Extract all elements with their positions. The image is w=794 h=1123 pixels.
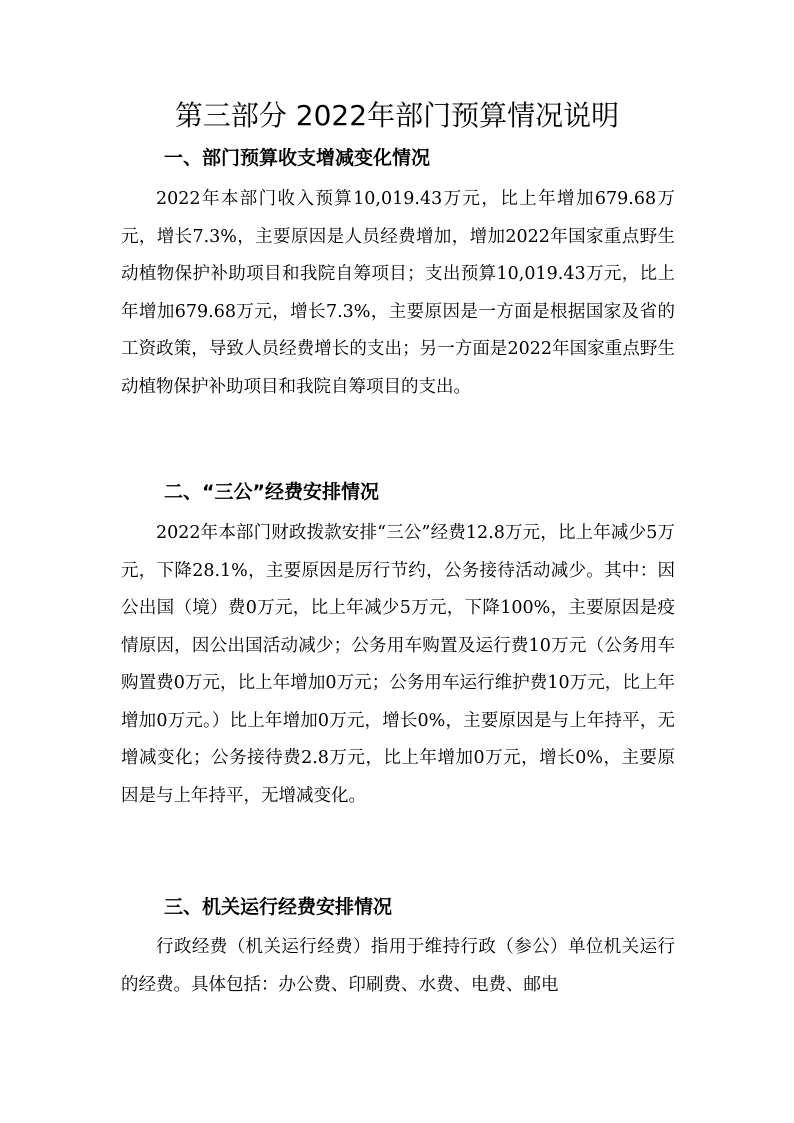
section-paragraph-budget-changes: 2022年本部门收入预算10,019.43万元，比上年增加679.68万元，增长7.3%，主要原因是人员经费增加，增加2022年国家重点野生动植物保护补助项目和我院自筹项目；支出预算10,019.43万元，比上年增加679.68万元，增长7.3%，主要原因是一方面是根据国家及省的工资政策，导致人员经费增长的支出；另一方面是2022年国家重点野生动植物保护补助项目和我院自筹项目的支出。: [121, 189, 675, 397]
section-paragraph-operating-expenses: 行政经费（机关运行经费）指用于维持行政（参公）单位机关运行的经费。具体包括：办公费、印刷费、水费、电费、邮电: [121, 937, 675, 995]
section-heading-budget-changes: 一、部门预算收支增减变化情况: [164, 147, 431, 169]
section-paragraph-three-public-expenses: 2022年本部门财政拨款安排“三公”经费12.8万元，比上年减少5万元，下降28.1%，主要原因是厉行节约，公务接待活动减少。其中：因公出国（境）费0万元，比上年减少5万元，下降100%，主要原因是疫情原因，因公出国活动减少；公务用车购置及运行费10万元（公务用车购置费0万元，比上年增加0万元；公务用车运行维护费10万元，比上年增加0万元。）比上年增加0万元，增长0%，主要原因是与上年持平，无增减变化；公务接待费2.8万元，比上年增加0万元，增长0%，主要原因是与上年持平，无增减变化。: [121, 523, 675, 806]
page-title: 第三部分 2022年部门预算情况说明: [174, 99, 620, 132]
section-heading-three-public-expenses: 二、“三公”经费安排情况: [164, 481, 379, 503]
section-heading-operating-expenses: 三、机关运行经费安排情况: [164, 896, 393, 918]
